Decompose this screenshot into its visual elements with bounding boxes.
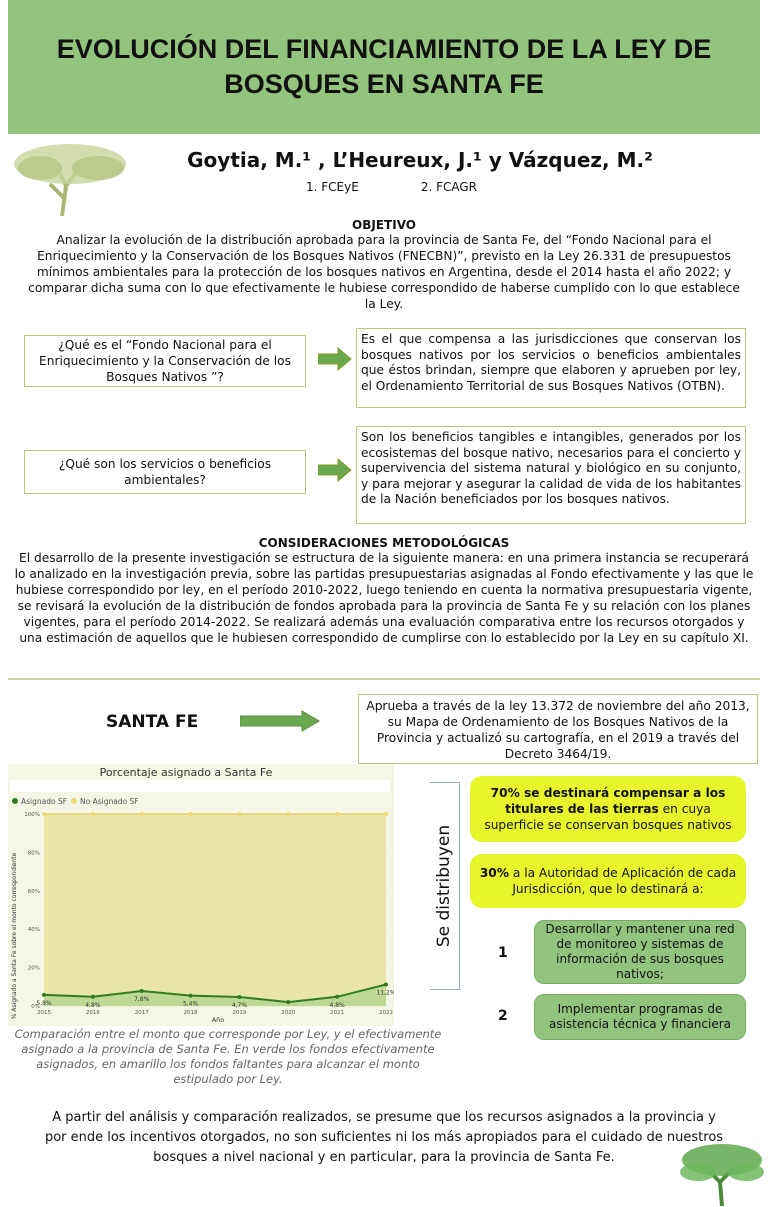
x-tick-label: 2021 xyxy=(330,1010,345,1016)
consideraciones-title: CONSIDERACIONES METODOLÓGICAS xyxy=(258,536,510,550)
data-label: 11,2% xyxy=(376,989,394,997)
se-distribuyen-label: Se distribuyen xyxy=(434,824,455,948)
chart-panel xyxy=(8,764,394,1026)
chart-legend xyxy=(12,797,139,806)
chart-title-bar xyxy=(10,780,390,792)
title-banner xyxy=(8,0,760,134)
answer-1: Es el que compensa a las jurisdicciones que conservan los bosques nativos por los servicios o beneficios ambientales que éstos brindan, siempre que elaboren y aprueben por ley, el Ordenamiento Territorial de sus Bosques Nativos (OTBN). xyxy=(356,328,746,408)
santa-fe-label: SANTA FE xyxy=(106,712,199,732)
arrow-right-icon xyxy=(318,458,352,482)
question-2: ¿Qué son los servicios o beneficios ambientales? xyxy=(24,450,306,494)
y-tick-label: 0% xyxy=(31,1004,40,1010)
arrow-right-icon xyxy=(240,710,320,732)
affiliation-1: 1. FCEyE xyxy=(306,180,359,194)
x-axis-label: Año xyxy=(211,1016,225,1024)
y-tick-label: 100% xyxy=(24,812,40,818)
page-title: EVOLUCIÓN DEL FINANCIAMIENTO DE LA LEY DE BOSQUES EN SANTA FE xyxy=(56,34,712,99)
item-number-1: 1 xyxy=(498,945,508,961)
tree-illustration xyxy=(676,1138,766,1206)
objetivo-title: OBJETIVO xyxy=(352,218,416,232)
y-axis-label: % Asignado a Santa Fe sobre el monto correspondiente xyxy=(11,852,18,1020)
item-number-2: 2 xyxy=(498,1008,508,1024)
point-not-assigned xyxy=(237,812,241,816)
data-label: 5,8% xyxy=(36,999,52,1007)
legend-label-not-assigned: No Asignado SF xyxy=(80,797,139,806)
area-not-assigned xyxy=(44,814,386,1002)
affiliation-2: 2. FCAGR xyxy=(420,180,477,194)
x-tick-label: 2022 xyxy=(379,1010,393,1016)
point-assigned xyxy=(286,1000,290,1004)
point-not-assigned xyxy=(286,812,290,816)
x-tick-label: 2015 xyxy=(37,1010,51,1016)
point-not-assigned xyxy=(384,812,388,816)
data-label: 4,7% xyxy=(231,1001,248,1009)
objetivo-text: Analizar la evolución de la distribución aprobada para la provincia de Santa Fe, del “Fondo Nacional para el Enriquecimiento y la Conservación de los Bosques Nativos (FNECBN)”, previsto en la Ley 26.331 de presupuestos mínimos ambientales para la protección de los bosques nativos en Argentina, desde el 2014 hasta el año 2022; y comparar dicha suma con lo que efectivamente le hubiese correspondido de haberse cumplido con lo que establece la Ley. xyxy=(28,233,740,311)
tree-illustration xyxy=(10,138,130,218)
legend-marker-not-assigned xyxy=(71,798,77,804)
authors: Goytia, M.¹ , L’Heureux, J.¹ y Vázquez, M.² xyxy=(187,148,653,172)
y-tick-label: 80% xyxy=(27,850,40,857)
box-70-bold: 70% se destinará compensar a los titulares de las tierras xyxy=(490,786,726,816)
item-1: Desarrollar y mantener una red de monitoreo y sistemas de información de sus bosques nativos; xyxy=(534,920,746,984)
x-tick-label: 2019 xyxy=(232,1010,247,1016)
question-1: ¿Qué es el “Fondo Nacional para el Enriquecimiento y la Conservación de los Bosques Nativos ”? xyxy=(24,335,306,387)
point-not-assigned xyxy=(335,812,339,816)
point-assigned xyxy=(237,995,241,999)
y-tick-label: 60% xyxy=(27,888,40,895)
data-label: 4,8% xyxy=(85,1001,101,1009)
box-70-text: en cuya superficie se conservan bosques nativos xyxy=(484,802,732,832)
chart-caption: Comparación entre el monto que corresponde por Ley, y el efectivamente asignado a la provincia de Santa Fe. En verde los fondos efectivamente asignados, en amarillo los fondos faltantes para alcanzar el monto estipulado por Ley. xyxy=(14,1027,442,1086)
data-label: 7,8% xyxy=(134,996,150,1004)
point-assigned xyxy=(42,993,46,997)
box-30-bold: 30% xyxy=(479,866,509,880)
data-label: 4,8% xyxy=(329,1001,345,1009)
point-assigned xyxy=(91,995,95,999)
x-tick-label: 2020 xyxy=(281,1010,296,1016)
point-assigned xyxy=(140,989,144,993)
answer-2: Son los beneficios tangibles e intangibles, generados por los ecosistemas del bosque nativo, necesarios para el concierto y supervivencia del sistema natural y biológico en su conjunto, y para mejorar y asegurar la calidad de vida de los habitantes de la Nación beneficiados por los bosques nativos. xyxy=(356,426,746,524)
arrow-right-icon xyxy=(318,347,352,371)
point-assigned xyxy=(384,982,388,986)
affiliations xyxy=(306,180,477,194)
data-label: 5,4% xyxy=(182,1000,199,1008)
percentage-chart xyxy=(8,764,394,1026)
consideraciones-text: El desarrollo de la presente investigación se estructura de la siguiente manera: en una primera instancia se recuperará lo analizado en la investigación previa, sobre las partidas presupuestarias asignadas al Fondo efectivamente y las que le hubiese correspondido por ley, en el período 2010-2022, luego teniendo en cuenta la normativa presupuestaria vigente, se revisará la evolución de la distribución de fondos aprobada para la provincia de Santa Fe y su relación con los planes vigentes, para el período 2014-2022. Se realizará además una evaluación comparativa entre los recursos otorgados y una estimación de aquellos que le hubiesen correspondido de cumplirse con lo establecido por la Ley en su capítulo XI. xyxy=(14,551,754,645)
x-tick-label: 2017 xyxy=(134,1010,149,1016)
conclusion-text: A partir del análisis y comparación realizados, se presume que los recursos asignados a la provincia y por ende los incentivos otorgados, no son suficientes ni los más apropiados para el cuidado de nuestros bosques a nivel nacional y en particular, para la provincia de Santa Fe. xyxy=(44,1110,724,1165)
y-tick-label: 40% xyxy=(27,927,40,934)
divider xyxy=(8,678,760,680)
x-tick-label: 2018 xyxy=(183,1010,198,1016)
santa-fe-description: Aprueba a través de la ley 13.372 de noviembre del año 2013, su Mapa de Ordenamiento de los Bosques Nativos de la Provincia y actualizó su cartografía, en el 2019 a través del Decreto 3464/19. xyxy=(358,694,758,764)
legend-label-assigned: Asignado SF xyxy=(21,797,68,806)
box-70-percent xyxy=(470,776,746,842)
point-assigned xyxy=(189,994,193,998)
x-tick-label: 2016 xyxy=(85,1010,100,1016)
point-not-assigned xyxy=(189,812,193,816)
se-distribuyen-bracket xyxy=(430,782,460,990)
y-tick-label: 20% xyxy=(27,965,40,972)
chart-title: Porcentaje asignado a Santa Fe xyxy=(99,766,273,779)
box-30-text: a la Autoridad de Aplicación de cada Jurisdicción, que lo destinará a: xyxy=(508,866,737,896)
point-not-assigned xyxy=(140,812,144,816)
legend-marker-assigned xyxy=(12,798,18,804)
point-not-assigned xyxy=(91,812,95,816)
box-30-percent xyxy=(470,854,746,908)
point-assigned xyxy=(335,995,339,999)
item-2: Implementar programas de asistencia técnica y financiera xyxy=(534,994,746,1040)
point-not-assigned xyxy=(42,812,46,816)
